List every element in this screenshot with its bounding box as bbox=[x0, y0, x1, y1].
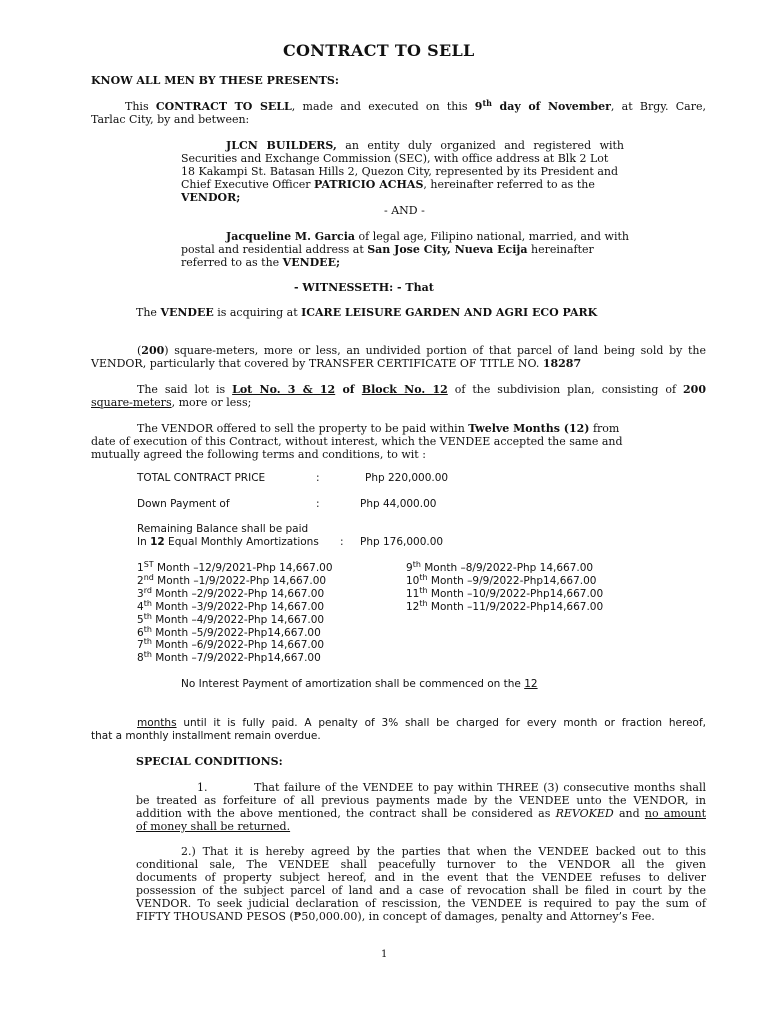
and-separator: - AND - bbox=[384, 204, 425, 217]
lot-text: The said lot is bbox=[137, 383, 233, 396]
schedule-month-number: 6 bbox=[137, 626, 144, 639]
document-title: CONTRACT TO SELL bbox=[283, 41, 475, 60]
schedule-month-suffix: ST bbox=[143, 560, 154, 569]
vendee-text: of legal age, Filipino national, married, and with bbox=[355, 230, 629, 243]
schedule-row bbox=[406, 585, 604, 601]
lot-text: , more or less; bbox=[171, 396, 252, 409]
intro-text: This bbox=[125, 100, 156, 113]
down-payment-label: Down Payment of bbox=[137, 498, 230, 510]
amortization-label bbox=[137, 536, 319, 549]
schedule-row bbox=[137, 624, 321, 640]
condition-2-line-5: VENDOR. To seek judicial declaration of rescission, the VENDEE is required to pay the sum of bbox=[136, 897, 706, 910]
total-price-colon: : bbox=[316, 472, 320, 484]
amortization-value: Php 176,000.00 bbox=[360, 536, 444, 548]
vendor-text: Chief Executive Officer bbox=[181, 178, 315, 191]
offer-term: Twelve Months (12) bbox=[468, 422, 590, 435]
condition-2-line-6: FIFTY THOUSAND PESOS (₱50,000.00), in concept of damages, penalty and Attorney’s Fee. bbox=[136, 910, 655, 923]
schedule-row bbox=[406, 562, 593, 575]
vendor-text: an entity duly organized and registered with bbox=[345, 139, 625, 152]
lot-unit: square-meters bbox=[91, 396, 172, 409]
amortization-colon: : bbox=[340, 536, 344, 548]
schedule-month-suffix: th bbox=[143, 598, 152, 608]
months-text: until it is fully paid. A penalty of 3% shall be charged for every month or fraction hereof, bbox=[176, 717, 706, 729]
schedule-month-number: 1 bbox=[137, 562, 144, 574]
vendor-name: JLCN BUILDERS, bbox=[226, 139, 337, 152]
vendee-text: referred to as the bbox=[181, 256, 283, 269]
vendee-name: Jacqueline M. Garcia bbox=[226, 230, 356, 243]
condition-2-line-4: possession of the subject parcel of land and a case of revocation shall be filed in court by the bbox=[136, 884, 706, 897]
schedule-month-number: 7 bbox=[137, 639, 144, 652]
area-text: ) square-meters, more or less, an undivided portion of that parcel of land being sold by the bbox=[164, 344, 706, 357]
vendor-line-1 bbox=[226, 139, 624, 152]
schedule-month-suffix: th bbox=[143, 611, 152, 621]
lot-text: of bbox=[335, 383, 362, 396]
schedule-month-suffix: th bbox=[143, 650, 152, 660]
acquiring-text: is acquiring at bbox=[213, 306, 302, 319]
schedule-amount: Month –1/9/2022-Php 14,667.00 bbox=[153, 574, 327, 587]
area-text: VENDOR, particularly that covered by TRANSFER CERTIFICATE OF TITLE NO. bbox=[91, 357, 543, 370]
vendee-address: San Jose City, Nueva Ecija bbox=[367, 243, 528, 256]
witnesseth-heading: - WITNESSETH: - That bbox=[294, 281, 434, 294]
block-number: Block No. 12 bbox=[361, 383, 448, 396]
schedule-amount: Month –5/9/2022-Php14,667.00 bbox=[151, 626, 321, 639]
schedule-row bbox=[406, 572, 597, 588]
special-conditions-heading: SPECIAL CONDITIONS: bbox=[136, 755, 283, 768]
schedule-month-number: 4 bbox=[137, 600, 144, 613]
lot-number: Lot No. 3 & 12 bbox=[232, 383, 336, 396]
schedule-amount: Month –7/9/2022-Php14,667.00 bbox=[151, 652, 321, 665]
schedule-amount: Month –10/9/2022-Php14,667.00 bbox=[427, 587, 604, 600]
area-line-1 bbox=[137, 344, 706, 357]
vendee-text: hereinafter bbox=[527, 243, 594, 256]
offer-text: The VENDOR offered to sell the property to be paid within bbox=[137, 422, 469, 435]
intro-day-suffix: th bbox=[482, 98, 492, 108]
vendor-line-3: 18 Kakampi St. Batasan Hills 2, Quezon City, represented by its President and bbox=[181, 165, 619, 178]
vendor-representative: PATRICIO ACHAS bbox=[314, 178, 424, 191]
title-number: 18287 bbox=[542, 357, 582, 370]
schedule-amount: Month –9/9/2022-Php14,667.00 bbox=[427, 574, 597, 587]
property-name: ICARE LEISURE GARDEN AND AGRI ECO PARK bbox=[301, 306, 598, 319]
schedule-month-number: 12 bbox=[406, 600, 420, 613]
offer-line-2: date of execution of this Contract, without interest, which the VENDEE accepted the same and bbox=[91, 435, 623, 448]
down-payment-colon: : bbox=[316, 498, 320, 510]
area-text: ( bbox=[137, 344, 142, 357]
no-interest-line bbox=[181, 678, 538, 691]
intro-text: , at Brgy. Care, bbox=[610, 100, 706, 113]
schedule-month-suffix: th bbox=[143, 637, 152, 647]
schedule-amount: Month –3/9/2022-Php 14,667.00 bbox=[151, 600, 325, 613]
condition-1-line-4: of money shall be returned. bbox=[136, 820, 291, 833]
offer-line-3: mutually agreed the following terms and conditions, to wit : bbox=[91, 448, 426, 461]
lot-line-2 bbox=[91, 396, 251, 409]
condition-2-line-1: 2.) That it is hereby agreed by the parties that when the VENDEE backed out to this bbox=[181, 845, 706, 858]
vendor-text: , hereinafter referred to as the bbox=[423, 178, 595, 191]
condition-1-line-1: That failure of the VENDEE to pay within THREE (3) consecutive months shall bbox=[254, 781, 706, 794]
area-line-2 bbox=[91, 357, 581, 370]
schedule-month-number: 9 bbox=[406, 562, 413, 574]
schedule-month-suffix: th bbox=[143, 624, 152, 634]
remaining-balance-label: Remaining Balance shall be paid bbox=[137, 523, 309, 535]
intro-contract-term: CONTRACT TO SELL bbox=[155, 100, 292, 113]
schedule-month-suffix: th bbox=[419, 598, 428, 608]
vendee-text: postal and residential address at bbox=[181, 243, 368, 256]
condition-1-line-2: be treated as forfeiture of all previous payments made by the VENDEE unto the VENDOR, in bbox=[136, 794, 706, 807]
down-payment-value: Php 44,000.00 bbox=[360, 498, 437, 510]
no-refund-term: no amount bbox=[644, 807, 706, 820]
schedule-row bbox=[137, 562, 333, 575]
total-price-value: Php 220,000.00 bbox=[365, 472, 449, 484]
schedule-month-suffix: th bbox=[412, 560, 421, 569]
no-interest-text: No Interest Payment of amortization shall be commenced on the bbox=[181, 678, 525, 690]
condition-2-line-3: documents of property subject hereof, and in the event that the VENDEE refuses to deliver bbox=[136, 871, 706, 884]
acquiring-text: The bbox=[136, 306, 161, 319]
vendor-line-5: VENDOR; bbox=[181, 191, 241, 204]
offer-text: from bbox=[589, 422, 620, 435]
schedule-month-number: 2 bbox=[137, 574, 144, 587]
acquiring-line bbox=[136, 306, 597, 319]
revoked-term: REVOKED bbox=[555, 807, 614, 820]
schedule-row bbox=[137, 572, 327, 588]
schedule-month-number: 10 bbox=[406, 574, 420, 587]
schedule-month-number: 8 bbox=[137, 652, 144, 665]
vendee-line-3 bbox=[181, 256, 340, 269]
commence-month: 12 bbox=[524, 678, 538, 690]
schedule-amount: Month –6/9/2022-Php 14,667.00 bbox=[151, 639, 325, 652]
schedule-row bbox=[406, 598, 604, 614]
schedule-month-suffix: th bbox=[419, 585, 428, 595]
schedule-row bbox=[137, 611, 325, 627]
lot-line-1 bbox=[137, 383, 706, 396]
lot-text: of the subdivision plan, consisting of bbox=[447, 383, 684, 396]
amortization-text: Equal Monthly Amortizations bbox=[164, 536, 319, 548]
condition-1-line-3 bbox=[136, 807, 706, 820]
vendor-line-2: Securities and Exchange Commission (SEC), with office address at Blk 2 Lot bbox=[181, 152, 609, 165]
vendee-line-1 bbox=[226, 230, 629, 243]
months-word: months bbox=[137, 717, 177, 729]
intro-line-1 bbox=[125, 100, 706, 113]
schedule-row bbox=[137, 585, 325, 601]
schedule-row bbox=[137, 598, 325, 614]
schedule-amount: Month –4/9/2022-Php 14,667.00 bbox=[151, 613, 325, 626]
months-line-1 bbox=[137, 717, 706, 730]
total-price-label: TOTAL CONTRACT PRICE bbox=[137, 472, 266, 484]
schedule-amount: Month –12/9/2021-Php 14,667.00 bbox=[153, 562, 333, 574]
offer-line-1 bbox=[137, 422, 619, 435]
condition-1-number: 1. bbox=[197, 781, 208, 794]
intro-text: , made and executed on this bbox=[291, 100, 475, 113]
condition-1-text: and bbox=[613, 807, 645, 820]
intro-month: day of November bbox=[491, 100, 611, 113]
schedule-month-number: 5 bbox=[137, 613, 144, 626]
amortization-text: In bbox=[137, 536, 151, 548]
vendee-line-2 bbox=[181, 243, 594, 256]
vendee-label: VENDEE; bbox=[282, 256, 341, 269]
schedule-month-number: 3 bbox=[137, 587, 144, 600]
schedule-amount: Month –8/9/2022-Php 14,667.00 bbox=[420, 562, 594, 574]
condition-2-line-2: conditional sale, The VENDEE shall peacefully turnover to the VENDOR all the given bbox=[136, 858, 706, 871]
know-all-heading: KNOW ALL MEN BY THESE PRESENTS: bbox=[91, 74, 339, 87]
area-value: 200 bbox=[141, 344, 165, 357]
lot-area: 200 bbox=[683, 383, 706, 396]
condition-1-text: addition with the above mentioned, the contract shall be considered as bbox=[136, 807, 556, 820]
schedule-amount: Month –11/9/2022-Php14,667.00 bbox=[427, 600, 604, 613]
schedule-row bbox=[137, 652, 321, 665]
schedule-amount: Month –2/9/2022-Php 14,667.00 bbox=[151, 587, 325, 600]
intro-day: 9 bbox=[474, 100, 483, 113]
schedule-month-number: 11 bbox=[406, 587, 420, 600]
intro-line-2: Tarlac City, by and between: bbox=[91, 113, 250, 126]
months-line-2: that a monthly installment remain overdue. bbox=[91, 730, 321, 742]
amortization-count: 12 bbox=[150, 536, 165, 548]
schedule-month-suffix: rd bbox=[143, 585, 152, 595]
schedule-month-suffix: nd bbox=[143, 572, 154, 582]
schedule-month-suffix: th bbox=[419, 572, 428, 582]
vendor-line-4 bbox=[181, 178, 595, 191]
page-number: 1 bbox=[381, 949, 388, 960]
schedule-row bbox=[137, 639, 324, 652]
acquiring-vendee: VENDEE bbox=[160, 306, 214, 319]
